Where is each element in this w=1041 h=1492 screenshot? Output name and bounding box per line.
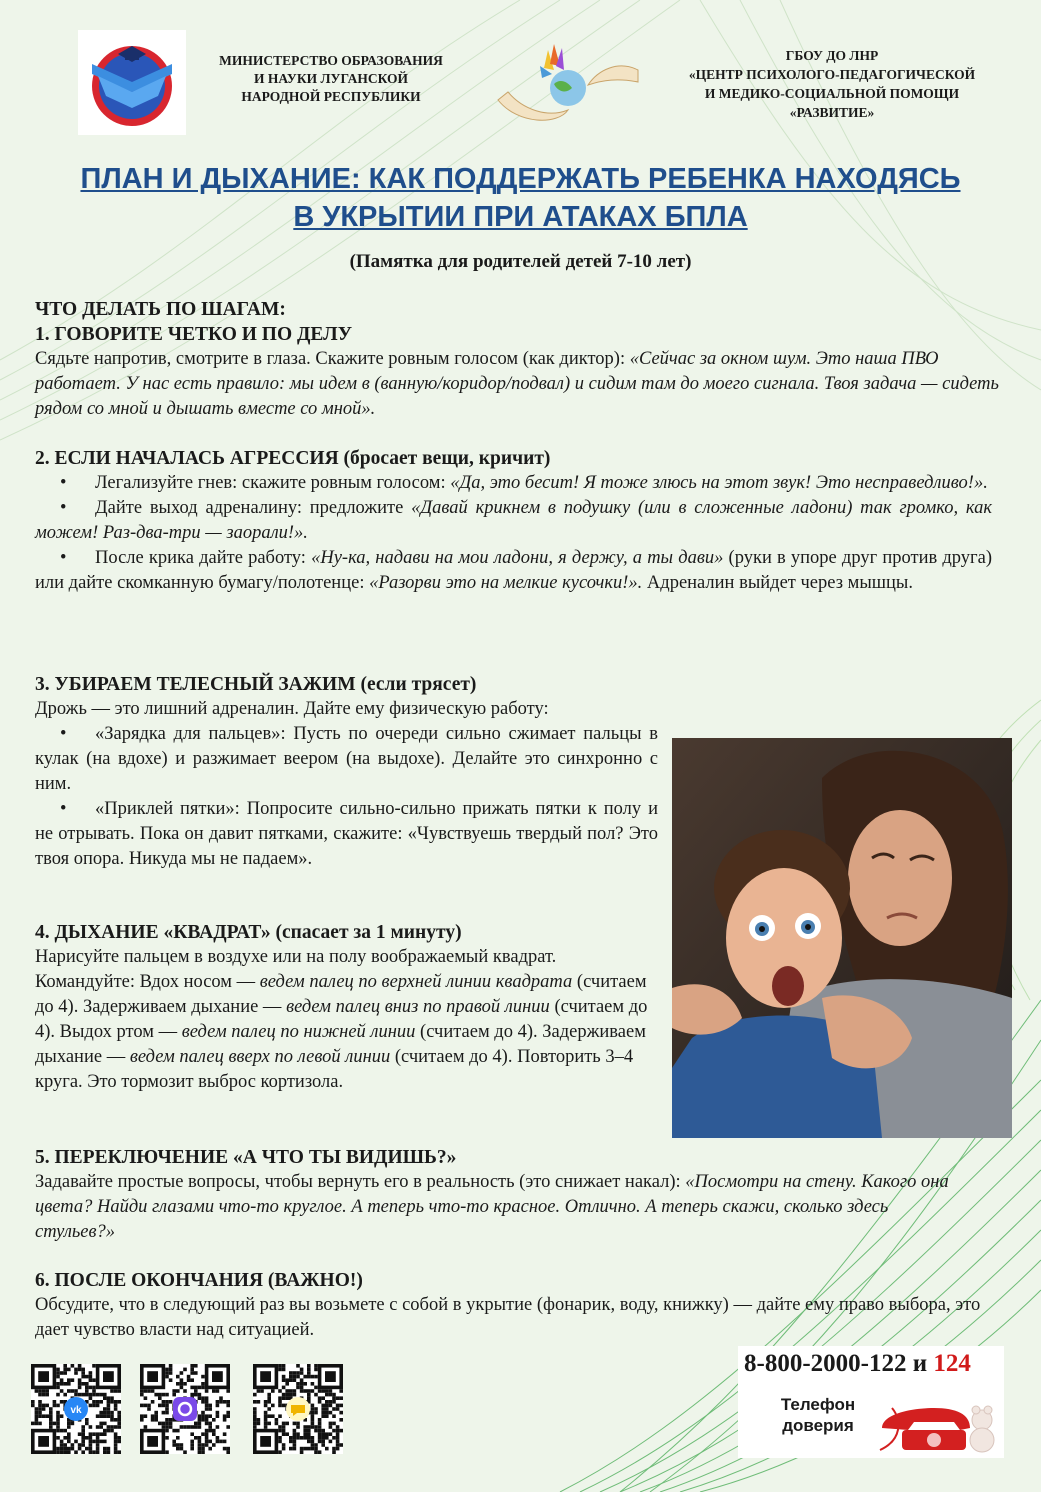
qr-code-vk[interactable] (31, 1364, 121, 1454)
section-6 (35, 1268, 1000, 1343)
list-item: • После крика дайте работу: «Ну-ка, надави на мои ладони, я держу, а ты дави» (руки в упоре друг против друга) или дайте скомканную бумагу/полотенце: «Разорви это на мелкие кусочки!». Адреналин выйдет через мышцы. (35, 548, 992, 593)
section-1-quote: «Сейчас за окном шум. Это наша ПВО работает. У нас есть правило: мы идем в (ванную/коридор/подвал) и сидим там до моего сигнала. Твоя задача — сидеть рядом со мной и дышать вместе со мной». (35, 349, 999, 419)
section-4-heading: 4. ДЫХАНИЕ «КВАДРАТ» (спасает за 1 минуту) (35, 922, 462, 943)
qr-code-max[interactable] (140, 1364, 230, 1454)
bullet-text: Легализуйте гнев: скажите ровным голосом: (95, 473, 451, 493)
bullet-quote: «Ну-ка, надави на мои ладони, я держу, а ты дави» (311, 548, 724, 568)
qr-code-chat[interactable] (253, 1364, 343, 1454)
list-item: • Легализуйте гнев: скажите ровным голосом: «Да, это бесит! Я тоже злюсь на этот звук! Это несправедливо!». (60, 473, 988, 493)
phone-main: 8-800-2000-122 (744, 1350, 907, 1377)
bullet-quote: «Давай крикнем в подушку (или в сложенные ладони) так громко, как можем! Раз-два-три — заорали!». (35, 498, 992, 543)
bullet-quote: «Да, это бесит! Я тоже злюсь на этот звук! Это несправедливо!». (450, 473, 988, 493)
mother-child-photo (672, 738, 1012, 1138)
section-6-heading: 6. ПОСЛЕ ОКОНЧАНИЯ (ВАЖНО!) (35, 1270, 363, 1291)
bullet-text: «Приклей пятки»: Попросите сильно-сильно прижать пятки к полу и не отрывать. Пока он давит пятками, скажите: «Чувствуешь твердый пол? Это твоя опора. Никуда мы не падаем». (35, 799, 658, 869)
vk-icon (63, 1396, 89, 1422)
bullet-text: Адреналин выйдет через мышцы. (642, 573, 913, 593)
section-3-intro: Дрожь — это лишний адреналин. Дайте ему физическую работу: (35, 699, 549, 719)
section-5 (35, 1145, 960, 1245)
section-4 (35, 920, 650, 1095)
section-6-body: Обсудите, что в следующий раз вы возьмете с собой в укрытие (фонарик, воду, книжку) — дайте ему право выбора, это дает чувство власти над ситуацией. (35, 1295, 981, 1340)
hotline-label (768, 1394, 868, 1436)
org-line: И МЕДИКО-СОЦИАЛЬНОЙ ПОМОЩИ (704, 86, 960, 101)
bullet-quote: «Разорви это на мелкие кусочки!». (369, 573, 643, 593)
section-3-heading: 3. УБИРАЕМ ТЕЛЕСНЫЙ ЗАЖИМ (если трясет) (35, 674, 477, 695)
hotline-box (738, 1346, 1004, 1458)
center-name (662, 46, 1002, 122)
bullet-text: (руки в упоре друг против друга) или дайте скомканную бумагу/полотенце: (35, 548, 992, 593)
list-item: • «Приклей пятки»: Попросите сильно-сильно прижать пятки к полу и не отрывать. Пока он давит пятками, скажите: «Чувствуешь твердый пол? Это твоя опора. Никуда мы не падаем». (35, 799, 658, 869)
bullet-text: «Зарядка для пальцев»: Пусть по очереди сильно сжимает пальцы в кулак (на вдохе) и разжимает веером (на выдохе). Делайте это синхронно с ним. (35, 724, 658, 794)
svg-text:vk: vk (70, 1405, 82, 1416)
section-1-heading: 1. ГОВОРИТЕ ЧЕТКО И ПО ДЕЛУ (35, 324, 353, 345)
org-line: «ЦЕНТР ПСИХОЛОГО-ПЕДАГОГИЧЕСКОЙ (688, 67, 976, 82)
telephone-icon (872, 1390, 998, 1454)
title-line: В УКРЫТИИ ПРИ АТАКАХ БПЛА (293, 201, 748, 233)
section-3 (35, 672, 658, 872)
list-item: • «Зарядка для пальцев»: Пусть по очереди сильно сжимает пальцы в кулак (на вдохе) и разжимает веером (на выдохе). Делайте это синхронно с ним. (35, 724, 658, 794)
section-5-body (35, 1170, 960, 1245)
hotline-number[interactable] (744, 1350, 971, 1378)
max-icon (172, 1396, 198, 1422)
ministry-line: И НАУКИ ЛУГАНСКОЙ (253, 71, 409, 86)
section-5-heading: 5. ПЕРЕКЛЮЧЕНИЕ «А ЧТО ТЫ ВИДИШЬ?» (35, 1147, 457, 1168)
phone-short: 124 (933, 1350, 971, 1377)
ministry-name (196, 52, 466, 106)
ministry-line: НАРОДНОЙ РЕСПУБЛИКИ (241, 89, 421, 104)
list-item: • Дайте выход адреналину: предложите «Давай крикнем в подушку (или в сложенные ладони) так громко, как можем! Раз-два-три — заорали!». (35, 498, 992, 543)
page-subtitle: (Памятка для родителей детей 7-10 лет) (349, 251, 692, 272)
section-2-heading: 2. ЕСЛИ НАЧАЛАСЬ АГРЕССИЯ (бросает вещи, кричит) (35, 448, 551, 469)
org-line: «РАЗВИТИЕ» (789, 105, 875, 120)
page-title (20, 160, 1021, 236)
center-logo (488, 30, 648, 130)
ministry-logo (78, 30, 186, 135)
steps-heading: ЧТО ДЕЛАТЬ ПО ШАГАМ: (35, 299, 286, 320)
section-1-body (35, 347, 1000, 422)
section-2 (35, 446, 992, 596)
chat-icon (285, 1396, 311, 1422)
section-5-quote: «Посмотри на стену. Какого она цвета? Найди глазами что-то круглое. А теперь что-то красное. Отлично. А теперь скажи, сколько здесь стульев?» (35, 1172, 949, 1242)
org-line: ГБОУ ДО ЛНР (785, 48, 879, 63)
bullet-text: После крика дайте работу: (95, 548, 312, 568)
section-4-body: Нарисуйте пальцем в воздухе или на полу воображаемый квадрат. Командуйте: Вдох носом — ведем палец по верхней линии квадрата (считаем до 4). Задерживаем дыхание — ведем палец вниз по правой линии (считаем до 4). Выдох ртом — ведем палец по нижней линии (считаем до 4). Задерживаем дыхание — ведем палец вверх по левой линии (считаем до 4). Повторить 3–4 круга. Это тормозит выброс кортизола. (35, 947, 648, 1092)
title-line: ПЛАН И ДЫХАНИЕ: КАК ПОДДЕРЖАТЬ РЕБЕНКА НАХОДЯСЬ (80, 163, 961, 195)
ministry-line: МИНИСТЕРСТВО ОБРАЗОВАНИЯ (219, 53, 443, 68)
phone-and: и (906, 1350, 934, 1377)
bullet-text: Дайте выход адреналину: предложите (95, 498, 412, 518)
section-1 (35, 297, 1000, 422)
hotline-line: Телефон (780, 1395, 856, 1414)
hotline-line: доверия (782, 1416, 854, 1435)
section-1-text: Сядьте напротив, смотрите в глаза. Скажите ровным голосом (как диктор): (35, 349, 630, 369)
section-5-text: Задавайте простые вопросы, чтобы вернуть его в реальность (это снижает накал): (35, 1172, 686, 1192)
